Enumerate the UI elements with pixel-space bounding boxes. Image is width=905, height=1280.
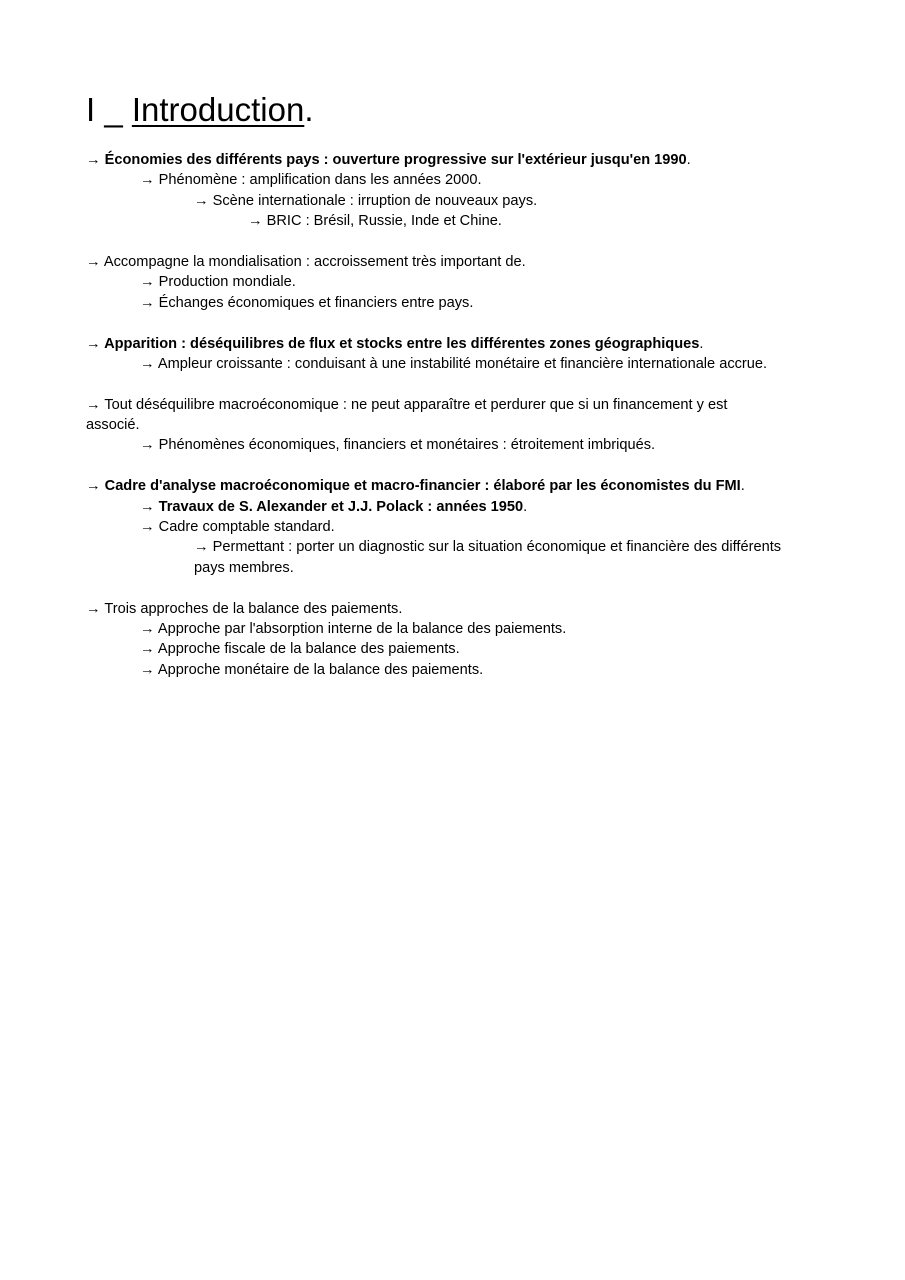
title-prefix: I _ bbox=[86, 91, 132, 128]
section-4-main-line-2: associé. bbox=[86, 417, 140, 434]
section-5-sub-1-bold: → Travaux de S. Alexander et J.J. Polack : années 1950 bbox=[140, 498, 524, 515]
spacer bbox=[86, 232, 846, 252]
section-1-bold-text: → Économies des différents pays : ouverture progressive sur l'extérieur jusqu'en 1990 bbox=[86, 152, 687, 168]
section-6-sub-2: → Approche fiscale de la balance des paiements. bbox=[140, 641, 460, 658]
section-5-sub-3-line-1: → Permettant : porter un diagnostic sur la situation économique et financière des différents bbox=[194, 539, 782, 556]
section-5-end: . bbox=[740, 478, 745, 495]
spacer bbox=[86, 456, 846, 476]
section-1-sub-3: → BRIC : Brésil, Russie, Inde et Chine. bbox=[248, 213, 502, 230]
section-1-end: . bbox=[686, 152, 691, 168]
spacer bbox=[86, 313, 846, 333]
title-text: Introduction bbox=[131, 91, 305, 128]
spacer bbox=[86, 578, 846, 598]
section-2-sub-1: → Production mondiale. bbox=[140, 274, 296, 291]
section-5-bold-text: → Cadre d'analyse macroéconomique et macro-financier : élaboré par les économistes du FMI bbox=[86, 478, 741, 495]
section-1-sub-2: → Scène internationale : irruption de nouveaux pays. bbox=[194, 192, 538, 209]
section-5-sub-1 bbox=[86, 497, 846, 517]
section-4-sub-1: → Phénomènes économiques, financiers et monétaires : étroitement imbriqués. bbox=[140, 437, 656, 454]
section-5-sub-3-line-2: pays membres. bbox=[194, 559, 294, 576]
page-title bbox=[86, 88, 313, 132]
section-6-sub-1: → Approche par l'absorption interne de la balance des paiements. bbox=[140, 620, 567, 637]
section-4-main-line-1: → Tout déséquilibre macroéconomique : ne peut apparaître et perdurer que si un financement y est bbox=[86, 396, 728, 413]
section-3-end: . bbox=[699, 335, 704, 352]
section-5-sub-2: → Cadre comptable standard. bbox=[140, 519, 335, 536]
section-3-bold-text: → Apparition : déséquilibres de flux et stocks entre les différentes zones géographiques bbox=[86, 335, 700, 352]
section-2-main: → Accompagne la mondialisation : accroissement très important de. bbox=[86, 253, 526, 270]
section-1-sub-1: → Phénomène : amplification dans les années 2000. bbox=[140, 172, 482, 189]
section-6-main: → Trois approches de la balance des paiements. bbox=[86, 600, 403, 617]
spacer bbox=[86, 374, 846, 394]
section-5-main bbox=[86, 476, 846, 496]
section-2-sub-2: → Échanges économiques et financiers entre pays. bbox=[140, 294, 474, 311]
section-3-sub-1: → Ampleur croissante : conduisant à une instabilité monétaire et financière internationale accrue. bbox=[140, 355, 768, 372]
section-1-main bbox=[86, 150, 846, 170]
section-3-main bbox=[86, 334, 846, 354]
document-body bbox=[86, 150, 846, 680]
section-6-sub-3: → Approche monétaire de la balance des paiements. bbox=[140, 661, 484, 678]
section-5-sub-1-end: . bbox=[523, 498, 528, 515]
title-suffix: . bbox=[304, 91, 314, 128]
